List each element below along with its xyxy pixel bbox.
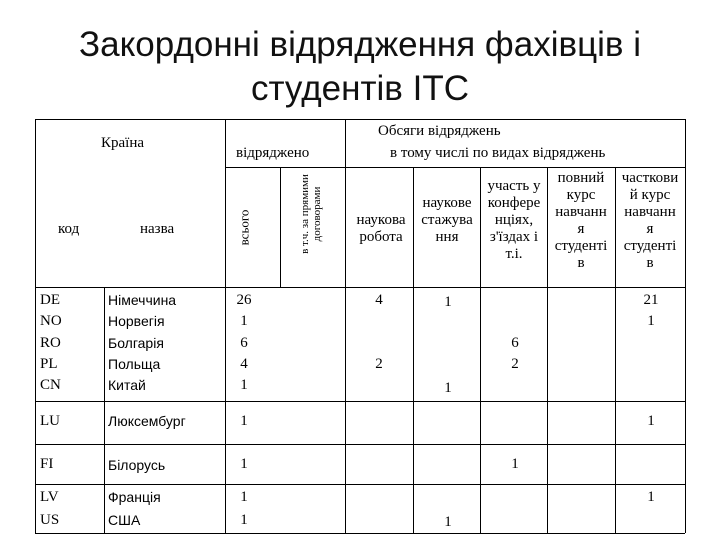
row-2-partial: 1	[647, 313, 655, 329]
row-6-name: Люксембург	[108, 413, 186, 429]
rule-group-2	[35, 444, 685, 445]
header-by-type: в тому числі по видах відряджень	[390, 145, 606, 161]
rule-code-name	[104, 287, 105, 533]
row-2-total: 1	[240, 313, 248, 329]
page-title-line-1: Закордонні відрядження фахівців і	[79, 25, 641, 64]
rule-sub-header	[225, 167, 685, 168]
rule-internship-conf	[480, 167, 481, 533]
row-6-code: LU	[40, 413, 60, 429]
row-9-total: 1	[240, 512, 248, 528]
header-research-work: наукова робота	[356, 212, 406, 245]
row-4-full: 2	[511, 356, 519, 372]
row-4-code: PL	[40, 356, 58, 372]
row-1-internship: 1	[444, 294, 452, 310]
header-volumes: Обсяги відряджень	[378, 123, 501, 139]
row-9-code: US	[40, 512, 60, 528]
row-8-name: Франція	[108, 489, 161, 505]
row-4-total: 4	[240, 356, 248, 372]
row-1-research: 4	[375, 292, 383, 308]
row-8-code: LV	[40, 489, 59, 505]
row-8-total: 1	[240, 489, 248, 505]
row-3-total: 6	[240, 335, 248, 351]
row-2-name: Норвегія	[108, 313, 165, 329]
page-title-line-2: студентів ІТС	[251, 69, 469, 108]
row-9-internship: 1	[444, 514, 452, 530]
header-country: Країна	[101, 135, 145, 151]
rule-header-bottom	[35, 287, 685, 288]
row-4-name: Польща	[108, 356, 161, 372]
rule-conf-full	[547, 167, 548, 533]
header-by-contracts: в т.ч. за прямими договорами	[299, 174, 323, 254]
header-conferences: участь у конфере нціях, з'їздах і т.і.	[487, 178, 541, 262]
header-internship: наукове стажува ння	[421, 195, 473, 245]
rule-research-internship	[413, 167, 414, 533]
row-7-name: Білорусь	[108, 457, 166, 473]
row-7-total: 1	[240, 456, 248, 472]
row-1-code: DE	[40, 292, 60, 308]
row-1-total: 26	[236, 292, 252, 308]
rule-left	[35, 119, 36, 533]
header-sent: відряджено	[236, 145, 310, 161]
row-5-internship: 1	[444, 380, 452, 396]
row-2-code: NO	[40, 313, 62, 329]
row-7-full: 1	[511, 456, 519, 472]
rule-name-total	[225, 119, 226, 533]
rule-group-3	[35, 484, 685, 485]
row-6-partial: 1	[647, 413, 655, 429]
row-1-name: Німеччина	[108, 292, 177, 308]
row-3-code: RO	[40, 335, 61, 351]
row-5-code: CN	[40, 377, 61, 393]
rule-top	[35, 119, 685, 120]
header-partial-course: часткови й курс навчанн я студенті в	[621, 170, 679, 271]
row-3-name: Болгарія	[108, 335, 164, 351]
rule-total-contracts	[280, 167, 281, 287]
header-name: назва	[140, 221, 175, 237]
header-full-course: повний курс навчанн я студенті в	[554, 170, 608, 271]
row-9-name: США	[108, 512, 141, 528]
row-6-total: 1	[240, 413, 248, 429]
row-7-code: FI	[40, 456, 54, 472]
row-3-full: 6	[511, 335, 519, 351]
row-4-research: 2	[375, 356, 383, 372]
rule-sent-types	[345, 119, 346, 533]
row-1-partial: 21	[643, 292, 659, 308]
rule-full-partial	[615, 167, 616, 533]
header-total: всього	[236, 209, 252, 246]
row-5-total: 1	[240, 377, 248, 393]
row-8-partial: 1	[647, 489, 655, 505]
rule-bottom	[35, 533, 685, 534]
rule-right	[685, 119, 686, 533]
header-code: код	[58, 221, 80, 237]
rule-group-1	[35, 401, 685, 402]
row-5-name: Китай	[108, 377, 146, 393]
